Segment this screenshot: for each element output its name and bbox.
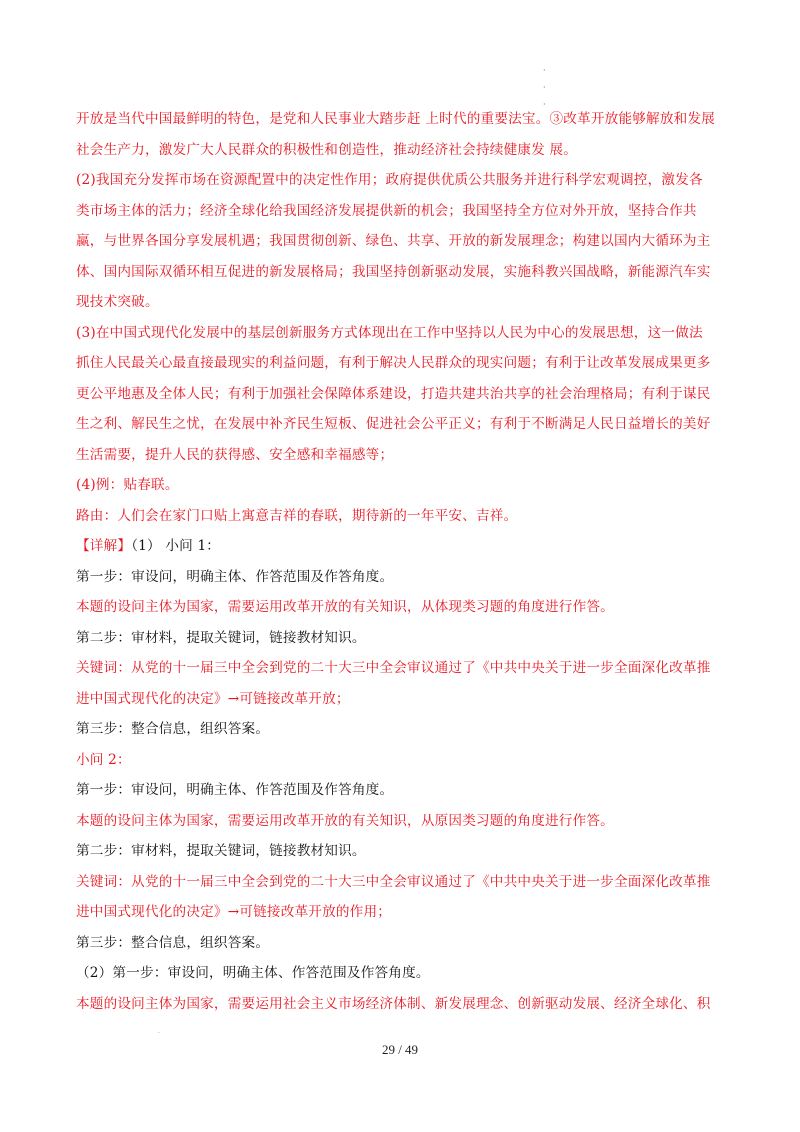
text-line (76, 318, 728, 349)
text-line (76, 623, 728, 654)
text-line (76, 836, 728, 867)
line-text: （2）第一步：审设问，明确主体、作答范围及作答角度。 (76, 965, 430, 981)
line-text: 开放是当代中国最鲜明的特色，是党和人民事业大踏步赶 上时代的重要法宝。③改革开放能够解放和发展 (76, 111, 716, 127)
header-dot: · (543, 83, 546, 92)
line-text: (4)例：贴春联。 (76, 477, 179, 493)
line-text: 本题的设问主体为国家，需要运用社会主义市场经济体制、新发展理念、创新驱动发展、经济全球化、积 (76, 995, 711, 1012)
line-text: 生活需要，提升人民的获得感、安全感和幸福感等； (76, 446, 394, 463)
text-line (76, 165, 728, 196)
text-line (76, 135, 728, 166)
line-text: 第二步：审材料，提取关键词，链接教材知识。 (76, 629, 366, 646)
line-text: 路由：人们会在家门口贴上寓意吉祥的春联，期待新的一年平安、吉祥。 (76, 507, 518, 524)
line-text: 第三步：整合信息，组织答案。 (76, 934, 270, 951)
text-line (76, 470, 728, 501)
line-text: 进中国式现代化的决定》→可链接改革开放的作用； (76, 904, 392, 920)
line-text: 类市场主体的活力；经济全球化给我国经济发展提供新的机会；我国坚持全方位对外开放，坚持合作共 (76, 202, 697, 219)
line-text: 第一步：审设问，明确主体、作答范围及作答角度。 (76, 782, 394, 798)
text-line (76, 714, 728, 745)
line-text: 关键词：从党的十一届三中全会到党的二十大三中全会审议通过了《中共中央关于进一步全面深化改革推 (76, 873, 711, 890)
header-dot: · (543, 100, 546, 109)
text-line (76, 684, 728, 715)
text-line (76, 501, 728, 532)
document-body (76, 104, 728, 1019)
text-line (76, 226, 728, 257)
line-text: (2)我国充分发挥市场在资源配置中的决定性作用；政府提供优质公共服务并进行科学宏观调控，激发各 (76, 172, 703, 188)
text-line (76, 775, 728, 806)
text-line (76, 196, 728, 227)
line-text: 社会生产力，激发广大人民群众的积极性和创造性，推动经济社会持续健康发 展。 (76, 141, 578, 158)
text-line (76, 592, 728, 623)
text-line (76, 745, 728, 776)
text-line (76, 867, 728, 898)
line-text: 第一步：审设问，明确主体、作答范围及作答角度。 (76, 568, 394, 585)
line-text: 第三步：整合信息，组织答案。 (76, 721, 270, 737)
text-line (76, 409, 728, 440)
text-line (76, 104, 728, 135)
text-line (76, 257, 728, 288)
footer-mark: · (158, 1030, 160, 1037)
text-line (76, 653, 728, 684)
text-line (76, 958, 728, 989)
text-line (76, 806, 728, 837)
line-text: 现技术突破。 (76, 294, 159, 310)
page-number: 29 / 49 (381, 1042, 419, 1057)
text-line (76, 287, 728, 318)
text-line (76, 531, 728, 562)
text-line (76, 440, 728, 471)
line-text: 赢，与世界各国分享发展机遇；我国贯彻创新、绿色、共享、开放的新发展理念；构建以国内大循环为主 (76, 233, 711, 249)
text-line (76, 348, 728, 379)
text-line (76, 562, 728, 593)
text-line (76, 379, 728, 410)
line-text: （1） 小问 1： (131, 538, 221, 554)
line-text: 更公平地惠及全体人民；有利于加强社会保障体系建设，打造共建共治共享的社会治理格局；有利于谋民 (76, 385, 711, 402)
line-text: (3)在中国式现代化发展中的基层创新服务方式体现出在工作中坚持以人民为中心的发展思想，这一做法 (76, 324, 703, 341)
text-line (76, 897, 728, 928)
line-text: 小问 2： (76, 751, 131, 768)
line-text: 生之利、解民生之忧，在发展中补齐民生短板、促进社会公平正义；有利于不断满足人民日益增长的美好 (76, 416, 711, 432)
line-text: 体、国内国际双循环相互促进的新发展格局；我国坚持创新驱动发展，实施科教兴国战略，新能源汽车实 (76, 263, 711, 280)
section-label: 【详解】 (76, 538, 132, 554)
line-text: 抓住人民最关心最直接最现实的利益问题，有利于解决人民群众的现实问题；有利于让改革发展成果更多 (76, 355, 711, 371)
line-text: 本题的设问主体为国家，需要运用改革开放的有关知识，从体现类习题的角度进行作答。 (76, 599, 614, 615)
header-dot: · (543, 66, 546, 75)
text-line (76, 928, 728, 959)
line-text: 本题的设问主体为国家，需要运用改革开放的有关知识，从原因类习题的角度进行作答。 (76, 812, 614, 829)
line-text: 第二步：审材料，提取关键词，链接教材知识。 (76, 843, 366, 859)
line-text: 进中国式现代化的决定》→可链接改革开放； (76, 690, 350, 707)
text-line (76, 989, 728, 1020)
line-text: 关键词：从党的十一届三中全会到党的二十大三中全会审议通过了《中共中央关于进一步全面深化改革推 (76, 660, 711, 676)
